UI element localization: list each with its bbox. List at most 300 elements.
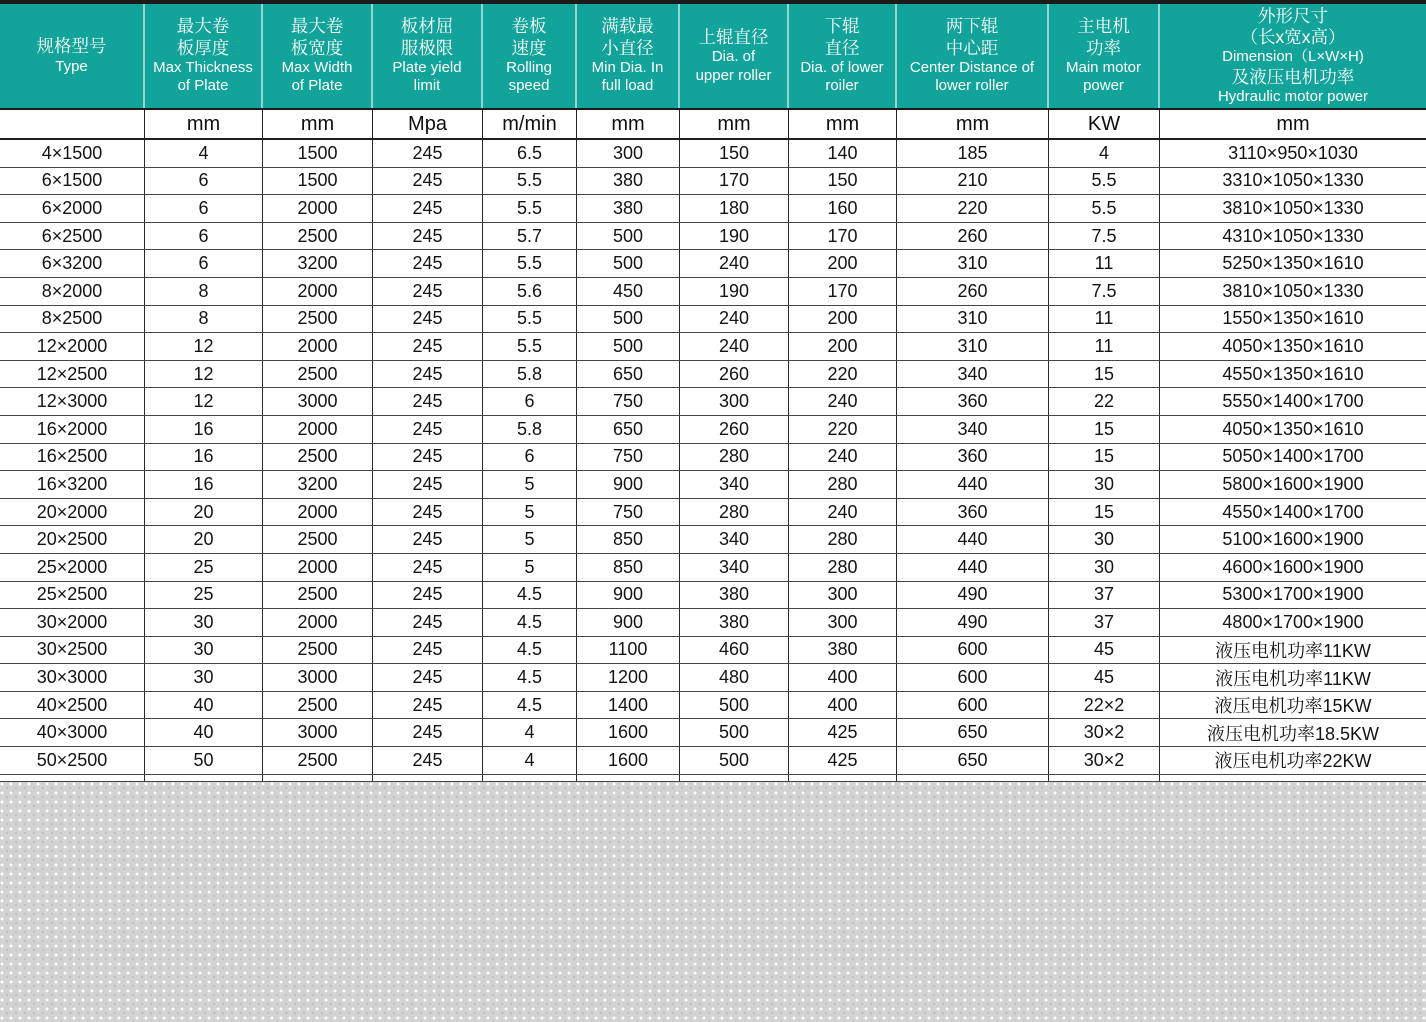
cell-max-thickness: 12 bbox=[145, 388, 263, 415]
cell-min-dia: 1100 bbox=[577, 637, 680, 664]
cell-lower-roller-dia: 400 bbox=[789, 664, 897, 691]
table-row bbox=[0, 223, 1426, 251]
cell-center-distance: 340 bbox=[897, 361, 1049, 388]
cell-yield-limit: 245 bbox=[373, 526, 483, 553]
table-row bbox=[0, 250, 1426, 278]
table-row bbox=[0, 664, 1426, 692]
cell-main-motor-power: 7.5 bbox=[1049, 223, 1160, 250]
cell-center-distance: 185 bbox=[897, 140, 1049, 167]
cell-yield-limit: 245 bbox=[373, 747, 483, 774]
cell-type: 50×2500 bbox=[0, 747, 145, 774]
cell-min-dia: 1600 bbox=[577, 747, 680, 774]
cell-max-thickness: 25 bbox=[145, 554, 263, 581]
cell-yield-limit: 245 bbox=[373, 499, 483, 526]
cell-rolling-speed: 4.5 bbox=[483, 637, 577, 664]
cell-max-width: 3000 bbox=[263, 719, 373, 746]
header-line: 最大卷 bbox=[176, 16, 230, 37]
cell-lower-roller-dia: 425 bbox=[789, 719, 897, 746]
header-line: lower roller bbox=[935, 77, 1009, 95]
cell-min-dia: 500 bbox=[577, 223, 680, 250]
cell-dimension: 4550×1400×1700 bbox=[1222, 501, 1364, 522]
cell-rolling-speed: 5.8 bbox=[483, 361, 577, 388]
cell-max-width: 2000 bbox=[263, 609, 373, 636]
header-cell-min-dia bbox=[577, 4, 680, 108]
cell-rolling-speed: 5 bbox=[483, 526, 577, 553]
cell-min-dia: 1600 bbox=[577, 719, 680, 746]
cell-min-dia: 500 bbox=[577, 306, 680, 333]
table-row bbox=[0, 554, 1426, 582]
cell-min-dia: 1200 bbox=[577, 664, 680, 691]
cell-dimension: 3810×1050×1330 bbox=[1222, 197, 1364, 218]
cell-center-distance: 310 bbox=[897, 306, 1049, 333]
cell-type: 30×2000 bbox=[0, 609, 145, 636]
unit-cell-rolling-speed: m/min bbox=[483, 110, 577, 138]
header-line: 功率 bbox=[1086, 37, 1121, 58]
cell-max-width: 2500 bbox=[263, 361, 373, 388]
cell-min-dia: 750 bbox=[577, 388, 680, 415]
cell-yield-limit: 245 bbox=[373, 306, 483, 333]
cell-type: 6×1500 bbox=[0, 168, 145, 195]
header-cell-type bbox=[0, 4, 145, 108]
unit-cell-dimension: mm bbox=[1276, 112, 1310, 135]
header-line: Rolling bbox=[506, 59, 552, 77]
header-line: Plate yield bbox=[392, 59, 462, 77]
cell-lower-roller-dia: 200 bbox=[789, 250, 897, 277]
cell-max-width: 2500 bbox=[263, 637, 373, 664]
cell-center-distance: 600 bbox=[897, 664, 1049, 691]
cell-max-thickness: 6 bbox=[145, 168, 263, 195]
header-line: （长x宽x高） bbox=[1240, 27, 1346, 48]
cell-upper-roller-dia: 280 bbox=[680, 444, 789, 471]
unit-cell-max-width: mm bbox=[263, 110, 373, 138]
cell-min-dia: 750 bbox=[577, 444, 680, 471]
cell-lower-roller-dia: 280 bbox=[789, 554, 897, 581]
cell-upper-roller-dia: 190 bbox=[680, 223, 789, 250]
cell-type-clipped bbox=[0, 775, 145, 781]
cell-max-width: 3000 bbox=[263, 664, 373, 691]
cell-max-thickness: 12 bbox=[145, 333, 263, 360]
cell-lower-roller-dia: 200 bbox=[789, 306, 897, 333]
cell-max-width-clipped bbox=[263, 775, 373, 781]
header-line: 最大卷 bbox=[290, 16, 344, 37]
cell-rolling-speed: 4 bbox=[483, 719, 577, 746]
cell-max-width: 3000 bbox=[263, 388, 373, 415]
cell-dimension: 5050×1400×1700 bbox=[1222, 446, 1364, 467]
cell-max-thickness: 6 bbox=[145, 223, 263, 250]
cell-yield-limit: 245 bbox=[373, 637, 483, 664]
header-cell-upper-roller-dia bbox=[680, 4, 789, 108]
cell-upper-roller-dia-clipped bbox=[680, 775, 789, 781]
cell-type: 16×2000 bbox=[0, 416, 145, 443]
cell-main-motor-power: 37 bbox=[1049, 609, 1160, 636]
header-line: 上辊直径 bbox=[698, 27, 769, 48]
table-row bbox=[0, 609, 1426, 637]
cell-lower-roller-dia-clipped bbox=[789, 775, 897, 781]
cell-rolling-speed: 6 bbox=[483, 388, 577, 415]
cell-max-thickness: 12 bbox=[145, 361, 263, 388]
cell-max-width: 2000 bbox=[263, 278, 373, 305]
cell-yield-limit: 245 bbox=[373, 471, 483, 498]
cell-min-dia: 500 bbox=[577, 250, 680, 277]
cell-rolling-speed: 5 bbox=[483, 499, 577, 526]
table-row bbox=[0, 499, 1426, 527]
cell-type: 25×2000 bbox=[0, 554, 145, 581]
table-row bbox=[0, 140, 1426, 168]
cell-lower-roller-dia: 380 bbox=[789, 637, 897, 664]
cell-lower-roller-dia: 280 bbox=[789, 526, 897, 553]
cell-main-motor-power-clipped bbox=[1049, 775, 1160, 781]
cell-type: 6×3200 bbox=[0, 250, 145, 277]
header-line: Dia. of bbox=[711, 48, 756, 66]
table-row bbox=[0, 168, 1426, 196]
cell-max-thickness: 20 bbox=[145, 499, 263, 526]
header-line: Max Thickness bbox=[153, 59, 253, 77]
header-line: 外形尺寸 bbox=[1258, 5, 1328, 26]
cell-type: 20×2000 bbox=[0, 499, 145, 526]
table-row bbox=[0, 388, 1426, 416]
cell-lower-roller-dia: 300 bbox=[789, 582, 897, 609]
cell-dimension: 4600×1600×1900 bbox=[1222, 556, 1364, 577]
cell-lower-roller-dia: 425 bbox=[789, 747, 897, 774]
cell-dimension: 5250×1350×1610 bbox=[1222, 253, 1364, 274]
cell-lower-roller-dia: 240 bbox=[789, 499, 897, 526]
cell-min-dia: 850 bbox=[577, 554, 680, 581]
table-row bbox=[0, 444, 1426, 472]
cell-center-distance: 440 bbox=[897, 471, 1049, 498]
cell-upper-roller-dia: 380 bbox=[680, 609, 789, 636]
cell-rolling-speed: 5.7 bbox=[483, 223, 577, 250]
cell-max-width: 2000 bbox=[263, 499, 373, 526]
cell-rolling-speed: 6 bbox=[483, 444, 577, 471]
cell-main-motor-power: 5.5 bbox=[1049, 168, 1160, 195]
cell-rolling-speed: 4.5 bbox=[483, 692, 577, 719]
cell-min-dia: 650 bbox=[577, 361, 680, 388]
cell-center-distance: 490 bbox=[897, 609, 1049, 636]
header-line: Hydraulic motor power bbox=[1217, 88, 1369, 106]
cell-center-distance: 360 bbox=[897, 499, 1049, 526]
cell-type: 16×2500 bbox=[0, 444, 145, 471]
cell-main-motor-power: 37 bbox=[1049, 582, 1160, 609]
cell-main-motor-power: 45 bbox=[1049, 637, 1160, 664]
cell-max-width: 2000 bbox=[263, 333, 373, 360]
cell-center-distance: 360 bbox=[897, 388, 1049, 415]
cell-dimension-clipped bbox=[1160, 775, 1426, 781]
table-row bbox=[0, 306, 1426, 334]
cell-type: 30×3000 bbox=[0, 664, 145, 691]
table-row bbox=[0, 582, 1426, 610]
cell-lower-roller-dia: 200 bbox=[789, 333, 897, 360]
cell-center-distance: 440 bbox=[897, 526, 1049, 553]
cell-min-dia: 900 bbox=[577, 582, 680, 609]
header-cell-rolling-speed bbox=[483, 4, 577, 108]
header-line: 及液压电机功率 bbox=[1231, 66, 1355, 87]
cell-upper-roller-dia: 240 bbox=[680, 306, 789, 333]
header-cell-center-distance bbox=[897, 4, 1049, 108]
cell-max-thickness: 25 bbox=[145, 582, 263, 609]
cell-max-thickness: 30 bbox=[145, 664, 263, 691]
cell-min-dia: 900 bbox=[577, 609, 680, 636]
cell-main-motor-power: 15 bbox=[1049, 416, 1160, 443]
header-line: speed bbox=[508, 77, 550, 95]
table-row bbox=[0, 195, 1426, 223]
cell-min-dia: 1400 bbox=[577, 692, 680, 719]
cell-yield-limit: 245 bbox=[373, 388, 483, 415]
header-line: 下辊 bbox=[824, 16, 860, 37]
header-line: 小直径 bbox=[601, 37, 654, 58]
cell-max-thickness: 4 bbox=[145, 140, 263, 167]
cell-max-width: 2500 bbox=[263, 306, 373, 333]
cell-lower-roller-dia: 170 bbox=[789, 278, 897, 305]
header-cell-dimension bbox=[1160, 4, 1426, 108]
cell-max-width: 2500 bbox=[263, 223, 373, 250]
cell-type: 8×2500 bbox=[0, 306, 145, 333]
unit-cell-yield-limit: Mpa bbox=[373, 110, 483, 138]
cell-lower-roller-dia: 150 bbox=[789, 168, 897, 195]
cell-yield-limit: 245 bbox=[373, 168, 483, 195]
cell-max-width: 1500 bbox=[263, 168, 373, 195]
cell-type: 25×2500 bbox=[0, 582, 145, 609]
cell-yield-limit: 245 bbox=[373, 444, 483, 471]
cell-main-motor-power: 11 bbox=[1049, 250, 1160, 277]
cell-main-motor-power: 15 bbox=[1049, 444, 1160, 471]
cell-dimension: 3110×950×1030 bbox=[1228, 142, 1358, 163]
table-row bbox=[0, 526, 1426, 554]
cell-type: 12×3000 bbox=[0, 388, 145, 415]
cell-rolling-speed: 4.5 bbox=[483, 582, 577, 609]
table-units-row bbox=[0, 110, 1426, 140]
cell-rolling-speed: 5 bbox=[483, 471, 577, 498]
cell-yield-limit: 245 bbox=[373, 609, 483, 636]
cell-main-motor-power: 30×2 bbox=[1049, 719, 1160, 746]
header-line: Dimension（L×W×H) bbox=[1222, 48, 1364, 66]
header-cell-lower-roller-dia bbox=[789, 4, 897, 108]
unit-cell-type bbox=[0, 110, 145, 138]
cell-lower-roller-dia: 220 bbox=[789, 361, 897, 388]
cell-main-motor-power: 11 bbox=[1049, 306, 1160, 333]
cell-main-motor-power: 15 bbox=[1049, 499, 1160, 526]
header-line: Center Distance of bbox=[909, 59, 1035, 77]
cell-upper-roller-dia: 380 bbox=[680, 582, 789, 609]
table-row bbox=[0, 719, 1426, 747]
header-line: Min Dia. In bbox=[591, 59, 664, 77]
cell-max-thickness: 20 bbox=[145, 526, 263, 553]
cell-main-motor-power: 30 bbox=[1049, 526, 1160, 553]
cell-dimension: 3310×1050×1330 bbox=[1222, 170, 1364, 191]
cell-lower-roller-dia: 220 bbox=[789, 416, 897, 443]
cell-center-distance: 600 bbox=[897, 692, 1049, 719]
unit-cell-main-motor-power: KW bbox=[1049, 110, 1160, 138]
cell-main-motor-power: 5.5 bbox=[1049, 195, 1160, 222]
cell-min-dia-clipped bbox=[577, 775, 680, 781]
cell-yield-limit: 245 bbox=[373, 664, 483, 691]
table-row bbox=[0, 333, 1426, 361]
table-row bbox=[0, 637, 1426, 665]
cell-upper-roller-dia: 480 bbox=[680, 664, 789, 691]
cell-upper-roller-dia: 190 bbox=[680, 278, 789, 305]
header-line: 主电机 bbox=[1077, 16, 1130, 37]
cell-dimension: 液压电机功率11KW bbox=[1215, 640, 1371, 661]
cell-center-distance: 490 bbox=[897, 582, 1049, 609]
cell-rolling-speed: 4.5 bbox=[483, 609, 577, 636]
cell-max-width: 2500 bbox=[263, 526, 373, 553]
header-line: 规格型号 bbox=[36, 36, 107, 57]
header-line: Type bbox=[55, 57, 88, 75]
header-line: power bbox=[1083, 77, 1124, 95]
cell-center-distance: 260 bbox=[897, 223, 1049, 250]
cell-dimension: 5800×1600×1900 bbox=[1222, 473, 1364, 494]
cell-type: 8×2000 bbox=[0, 278, 145, 305]
cell-main-motor-power: 7.5 bbox=[1049, 278, 1160, 305]
unit-cell-max-thickness: mm bbox=[145, 110, 263, 138]
cell-max-thickness-clipped bbox=[145, 775, 263, 781]
cell-rolling-speed: 4.5 bbox=[483, 664, 577, 691]
unit-cell-center-distance: mm bbox=[897, 110, 1049, 138]
header-line: Main motor bbox=[1065, 59, 1142, 77]
header-line: roiler bbox=[825, 77, 859, 95]
table-row bbox=[0, 278, 1426, 306]
cell-type: 40×2500 bbox=[0, 692, 145, 719]
cell-dimension: 5300×1700×1900 bbox=[1222, 584, 1364, 605]
cell-max-thickness: 16 bbox=[145, 471, 263, 498]
cell-min-dia: 380 bbox=[577, 195, 680, 222]
cell-yield-limit: 245 bbox=[373, 278, 483, 305]
header-cell-max-width bbox=[263, 4, 373, 108]
cell-max-thickness: 30 bbox=[145, 637, 263, 664]
cell-max-width: 3200 bbox=[263, 250, 373, 277]
cell-max-thickness: 50 bbox=[145, 747, 263, 774]
header-line: full load bbox=[601, 77, 654, 95]
cell-upper-roller-dia: 340 bbox=[680, 554, 789, 581]
cell-rolling-speed: 4 bbox=[483, 747, 577, 774]
header-cell-yield-limit bbox=[373, 4, 483, 108]
cell-dimension: 3810×1050×1330 bbox=[1222, 280, 1364, 301]
cell-min-dia: 450 bbox=[577, 278, 680, 305]
cell-yield-limit: 245 bbox=[373, 333, 483, 360]
unit-cell-lower-roller-dia: mm bbox=[789, 110, 897, 138]
cell-main-motor-power: 30 bbox=[1049, 554, 1160, 581]
cell-lower-roller-dia: 400 bbox=[789, 692, 897, 719]
cell-max-thickness: 8 bbox=[145, 306, 263, 333]
cell-upper-roller-dia: 500 bbox=[680, 747, 789, 774]
cell-max-thickness: 6 bbox=[145, 195, 263, 222]
cell-center-distance: 650 bbox=[897, 747, 1049, 774]
cell-max-width: 2500 bbox=[263, 444, 373, 471]
cell-max-width: 2000 bbox=[263, 195, 373, 222]
header-line: of Plate bbox=[291, 77, 343, 95]
cell-dimension: 液压电机功率18.5KW bbox=[1206, 723, 1380, 744]
cell-yield-limit: 245 bbox=[373, 692, 483, 719]
cell-min-dia: 850 bbox=[577, 526, 680, 553]
cell-upper-roller-dia: 240 bbox=[680, 333, 789, 360]
cell-main-motor-power: 22 bbox=[1049, 388, 1160, 415]
header-cell-max-thickness bbox=[145, 4, 263, 108]
cell-main-motor-power: 30×2 bbox=[1049, 747, 1160, 774]
header-line: Dia. of lower bbox=[800, 59, 884, 77]
cell-rolling-speed-clipped bbox=[483, 775, 577, 781]
cell-main-motor-power: 45 bbox=[1049, 664, 1160, 691]
cell-min-dia: 750 bbox=[577, 499, 680, 526]
cell-main-motor-power: 15 bbox=[1049, 361, 1160, 388]
cell-rolling-speed: 5.5 bbox=[483, 168, 577, 195]
header-line: upper roller bbox=[695, 66, 772, 84]
table-row bbox=[0, 361, 1426, 389]
cell-upper-roller-dia: 280 bbox=[680, 499, 789, 526]
header-line: 板宽度 bbox=[290, 37, 344, 58]
unit-cell-upper-roller-dia: mm bbox=[680, 110, 789, 138]
header-line: 满载最 bbox=[601, 16, 654, 37]
table-header-row bbox=[0, 4, 1426, 110]
cell-dimension: 液压电机功率11KW bbox=[1215, 668, 1371, 689]
header-line: 板材屈 bbox=[400, 16, 454, 37]
cell-rolling-speed: 5.8 bbox=[483, 416, 577, 443]
cell-dimension: 4050×1350×1610 bbox=[1222, 418, 1364, 439]
cell-lower-roller-dia: 300 bbox=[789, 609, 897, 636]
cell-min-dia: 900 bbox=[577, 471, 680, 498]
cell-type: 6×2000 bbox=[0, 195, 145, 222]
cell-rolling-speed: 5.5 bbox=[483, 195, 577, 222]
cell-main-motor-power: 11 bbox=[1049, 333, 1160, 360]
cell-upper-roller-dia: 300 bbox=[680, 388, 789, 415]
cell-type: 30×2500 bbox=[0, 637, 145, 664]
cell-yield-limit: 245 bbox=[373, 140, 483, 167]
cell-lower-roller-dia: 140 bbox=[789, 140, 897, 167]
cell-type: 40×3000 bbox=[0, 719, 145, 746]
header-line: 直径 bbox=[824, 37, 860, 58]
cell-upper-roller-dia: 500 bbox=[680, 719, 789, 746]
cell-upper-roller-dia: 180 bbox=[680, 195, 789, 222]
cell-type: 12×2500 bbox=[0, 361, 145, 388]
cell-upper-roller-dia: 260 bbox=[680, 361, 789, 388]
cell-lower-roller-dia: 240 bbox=[789, 388, 897, 415]
cell-upper-roller-dia: 500 bbox=[680, 692, 789, 719]
cell-dimension: 5100×1600×1900 bbox=[1222, 529, 1364, 550]
cell-max-width: 2000 bbox=[263, 554, 373, 581]
cell-dimension: 1550×1350×1610 bbox=[1222, 308, 1364, 329]
cell-min-dia: 300 bbox=[577, 140, 680, 167]
table-row bbox=[0, 416, 1426, 444]
cell-max-width: 2000 bbox=[263, 416, 373, 443]
cell-dimension: 液压电机功率22KW bbox=[1214, 751, 1372, 772]
cell-min-dia: 380 bbox=[577, 168, 680, 195]
cell-lower-roller-dia: 160 bbox=[789, 195, 897, 222]
cell-main-motor-power: 30 bbox=[1049, 471, 1160, 498]
cell-center-distance: 650 bbox=[897, 719, 1049, 746]
unit-cell-min-dia: mm bbox=[577, 110, 680, 138]
table-body bbox=[0, 140, 1426, 775]
header-line: Max Width bbox=[281, 59, 353, 77]
cell-yield-limit: 245 bbox=[373, 582, 483, 609]
cell-max-thickness: 8 bbox=[145, 278, 263, 305]
cell-yield-limit-clipped bbox=[373, 775, 483, 781]
cell-dimension: 4310×1050×1330 bbox=[1222, 225, 1364, 246]
cell-center-distance: 310 bbox=[897, 333, 1049, 360]
cell-center-distance: 210 bbox=[897, 168, 1049, 195]
cell-upper-roller-dia: 340 bbox=[680, 471, 789, 498]
cell-type: 6×2500 bbox=[0, 223, 145, 250]
cell-yield-limit: 245 bbox=[373, 416, 483, 443]
table-row bbox=[0, 471, 1426, 499]
cell-rolling-speed: 5.6 bbox=[483, 278, 577, 305]
header-cell-main-motor-power bbox=[1049, 4, 1160, 108]
cell-center-distance: 340 bbox=[897, 416, 1049, 443]
cell-rolling-speed: 5.5 bbox=[483, 250, 577, 277]
header-line: 服极限 bbox=[400, 37, 454, 58]
cell-dimension: 4800×1700×1900 bbox=[1222, 611, 1364, 632]
cell-main-motor-power: 22×2 bbox=[1049, 692, 1160, 719]
cell-max-width: 2500 bbox=[263, 692, 373, 719]
cell-min-dia: 650 bbox=[577, 416, 680, 443]
cell-dimension: 液压电机功率15KW bbox=[1214, 696, 1372, 717]
